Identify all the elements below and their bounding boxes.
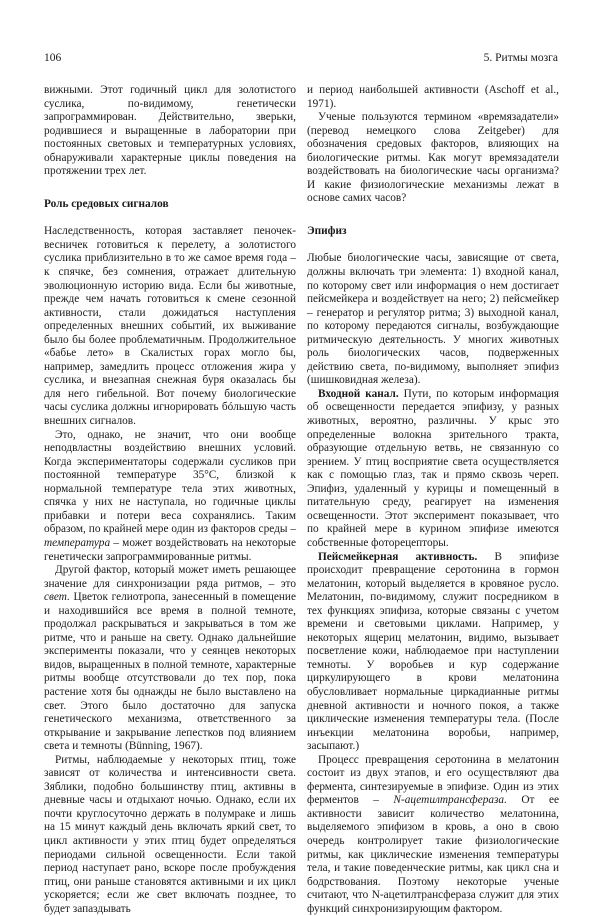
paragraph: Ученые пользуются термином «времязадатели» (перевод немецкого слова Zeitgeber) для обозначения средовых факторов, влияющих на биологические ритмы. Как могут времязадатели воздействовать на биологические часы организма? И какие физиологические механизмы лежат в основе самих часов? (307, 111, 559, 205)
paragraph: Входной канал. Пути, по которым информация об освещенности передается эпифизу, у разных животных, вероятно, различны. У крыс это определенные волокна зрительного тракта, образующие отдельную ветвь, не связанную со зрением. У птиц восприятие света осуществляется как с помощью глаз, так и прямо сквозь череп. Эпифиз, удаленный у курицы и помещенный в питательную среду, реагирует на изменения освещенности. Этот эксперимент показывает, что по крайней мере в курином эпифизе имеются собственные фоторецепторы. (307, 387, 559, 549)
paragraph: Это, однако, не значит, что они вообще неподвластны воздействию внешних условий. Когда экспериментаторы содержали сусликов при постоянной температуре 35°C, близкой к нормальной температуре тела этих животных, спячка у них не наступала, но годичные циклы прибавки и потери веса сохранялись. Таким образом, по крайней мере один из факторов среды – температура – может воздействовать на некоторые генетически запрограммированные ритмы. (44, 428, 296, 563)
emphasis: температура (44, 536, 111, 549)
paragraph: Ритмы, наблюдаемые у некоторых птиц, тоже зависят от количества и интенсивности света. Зяблики, подобно большинству птиц, активны в дневные часы и отдыхают ночью. Однако, если их почти круглосуточно держать в полумраке и лишь на 15 минут каждый день включать яркий свет, то цикл активности у этих птиц будет определяться периодами сильной освещенности. Если такой период наступает рано, вскоре после пробуждения птиц, они раньше становятся активными и их цикл ускоряется; если же свет включать позднее, то будет запаздывать (44, 753, 296, 915)
section-heading-pineal: Эпифиз (307, 225, 347, 238)
paragraph: Процесс превращения серотонина в мелатонин состоит из двух этапов, и его осуществляют два фермента, синтезируемые в эпифизе. Один из этих ферментов – N-ацетилтрансфераза. От ее активности зависит количество мелатонина, выделяемого эпифизом в кровь, а оно в свою очередь контролирует такие физиологические ритмы, как циклические изменения температуры тела, и такие поведенческие ритмы, как цикл сна и бодрствования. Поэтому некоторые ученые считают, что N-ацетилтрансфераза служит для этих функций синхронизирующим фактором. (307, 753, 559, 915)
paragraph-continued: и период наибольшей активности (Aschoff et al., 1971). (307, 84, 559, 110)
emphasis: N-ацетилтрансфераза. (393, 794, 507, 807)
running-head (44, 52, 558, 66)
section-heading-environmental-signals: Роль средовых сигналов (44, 198, 169, 211)
run-in-heading: Пейсмейкерная активность. (318, 550, 478, 563)
paragraph: Другой фактор, который может иметь решающее значение для синхронизации ряда ритмов, – это свет. Цветок гелиотропа, занесенный в помещение и находившийся все время в полной темноте, продолжал раскрываться и закрываться в том же ритме, что и раньше на свету. Однако дальнейшие эксперименты показали, что у сеянцев некоторых видов, выращенных в полной темноте, характерные ритмы вообще отсутствовали до тех пор, пока растение хотя бы однажды не было выставлено на свет. Этого было достаточно для запуска генетического механизма, ответственного за открывание и закрывание лепестков под влиянием света и темноты (Bünning, 1967). (44, 564, 296, 753)
chapter-title: 5. Ритмы мозга (483, 52, 558, 64)
paragraph: Любые биологические часы, зависящие от света, должны включать три элемента: 1) входной канал, по которому свет или информация о нем достигает пейсмейкера и воздействует на него; 2) пейсмейкер – генератор и регулятор ритма; 3) выходной канал, по которому передаются сигналы, возбуждающие ритмическую деятельность. У многих животных роль биологических часов, подверженных действию света, по-видимому, выполняет эпифиз (шишковидная железа). (307, 252, 559, 387)
paragraph-continued: вижными. Этот годичный цикл для золотистого суслика, по-видимому, генетически запрограммирован. Действительно, зверьки, родившиеся и выращенные в лаборатории при постоянных световых и температурных условиях, обнаруживали характерные циклы поведения на протяжении трех лет. (44, 84, 296, 178)
emphasis: свет. (44, 591, 70, 604)
run-in-heading: Входной канал. (318, 387, 399, 400)
left-column (44, 84, 296, 916)
paragraph: Пейсмейкерная активность. В эпифизе происходит превращение серотонина в гормон мелатонин, который выделяется в кровяное русло. Мелатонин, по-видимому, служит посредником в тех функциях эпифиза, которые связаны с учетом времени и световыми циклами. Например, у некоторых ящериц мелатонин, видимо, вызывает посветление кожи, наблюдаемое при наступлении темноты. У воробьев и кур содержание циркулирующего в крови мелатонина обусловливает нормальные циркадианные ритмы дневной активности и ночного покоя, а также циклические изменения температуры тела. (После инъекции мелатонина воробьи, например, засыпают.) (307, 550, 559, 753)
right-column (307, 84, 559, 916)
page-number: 106 (44, 52, 62, 64)
paragraph: Наследственность, которая заставляет пеночек-весничек готовиться к перелету, а золотистого суслика приблизительно в то же самое время года – к спячке, без сомнения, отражает длительную эволюционную историю вида. Если бы животные, прежде чем начать готовиться к смене сезонной активности, стали дожидаться наступления определенных внешних событий, их выживание было бы более проблематичным. Продолжительное «бабье лето» в Скалистых горах могло бы, например, замедлить процесс отложения жира у суслика, и внезапная снежная буря оказалась бы для него гибельной. Вот почему биологические часы суслика должны игнорировать бóльшую часть внешних сигналов. (44, 225, 296, 428)
